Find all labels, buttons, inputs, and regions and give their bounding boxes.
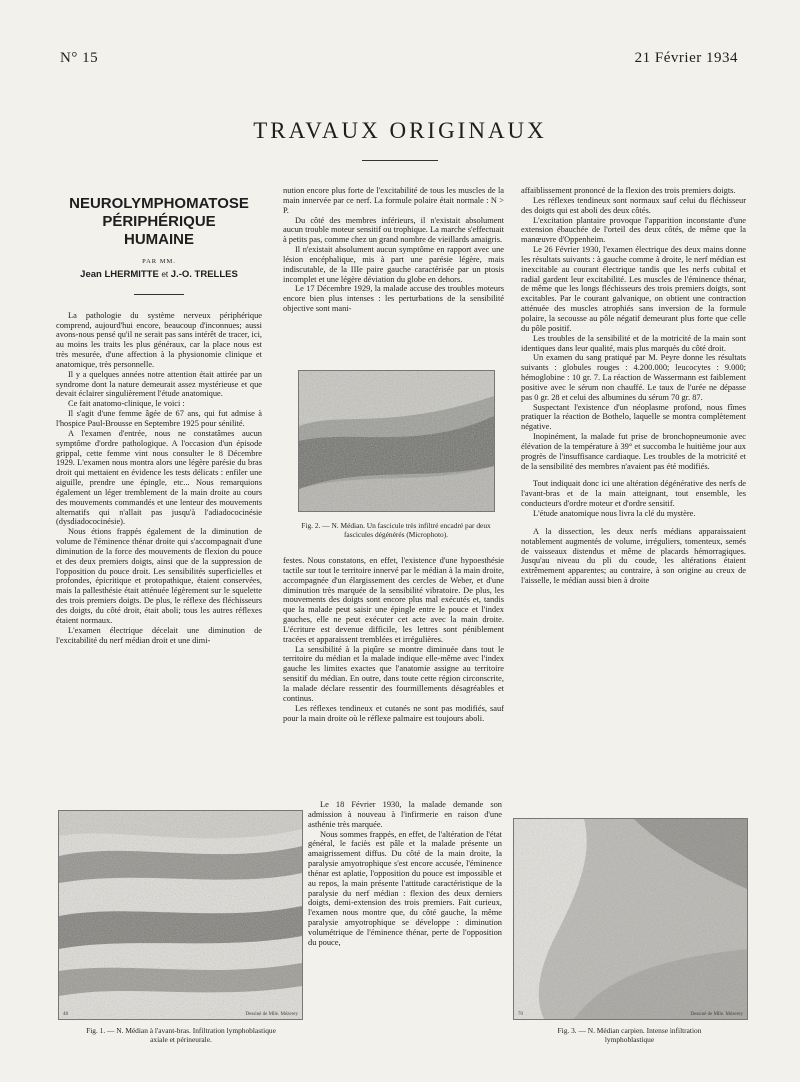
article-title-line: HUMAINE [124, 231, 194, 248]
figure-2-photo [298, 370, 495, 512]
paragraph: L'excitation plantaire provoque l'apparition inconstante d'une extension ébauchée de l'orteil des deux côtés, de même que la manœuvre d'Oppenheim. [521, 215, 746, 245]
figure-1-plate-number: 48 [63, 1012, 68, 1017]
paragraph: Inopinément, la malade fut prise de bronchopneumonie avec élévation de la température à 39° et succomba le huitième jour aux progrès de l'insuffisance cardiaque. Les troubles de la motricité et de la sensibilité des membres n'avaient pas été modifiés. [521, 432, 746, 471]
issue-date: 21 Février 1934 [634, 50, 738, 66]
paragraph: La sensibilité à la piqûre se montre diminuée dans tout le territoire du médian et la malade indique elle-même avec l'index gauche les limites exactes que l'anatomie assigne au territoire sensitif du médian. En outre, dans toute cette région circonscrite, la malade déclare ressentir des fourmillements désagréables et continus. [283, 644, 504, 703]
column-2-lower [308, 800, 502, 948]
figure-1-signature: Dessiné de Mlle. Mézerey [245, 1012, 298, 1017]
paragraph: festes. Nous constatons, en effet, l'existence d'une hypoesthésie tactile sur tout le territoire innervé par le médian à la main droite, accompagnée d'un élargissement des cercles de Weber, et d'une diminution très marquée de la sensibilité vibratoire. De plus, les mouvements des doigts sont encore plus mal exécutés et, tandis que la malade peut saisir une épingle entre le pouce et l'index gauches, elle ne peut exécuter cet acte avec la main droite. L'écriture est devenue difficile, les lettres sont péniblement tracées et apparaissent tremblées et irrégulières. [283, 556, 504, 644]
paragraph: Ce fait anatomo-clinique, le voici : [68, 399, 185, 409]
column-2 [283, 186, 504, 401]
issue-number: N° 15 [60, 50, 99, 66]
figure-3-caption [513, 1026, 746, 1044]
author-separator: et [161, 269, 169, 279]
byline-rule [134, 294, 184, 295]
figure-2-micrograph [299, 371, 494, 511]
figure-1-caption-line: Fig. 1. — N. Médian à l'avant-bras. Infiltration lymphoblastique [86, 1026, 276, 1035]
paragraph: L'étude anatomique nous livra la clé du mystère. [533, 509, 696, 518]
column-1 [56, 195, 262, 645]
paragraph: Les réflexes tendineux sont normaux sauf celui du fléchisseur des doigts qui est aboli des deux côtés. [521, 195, 746, 215]
paragraph: Un examen du sang pratiqué par M. Peyre donne les résultats suivants : globules rouges : 4.200.000; leucocytes : 9.000; hémoglobine : 10 gr. 7. La réaction de Wassermann est faiblement positive avec le sérum non chauffé. Le taux de l'urée ne dépasse pas 0 gr. 28 et celui des albumines du sérum 70 gr. 87. [521, 353, 746, 402]
column-3 [521, 186, 746, 586]
paragraph: Le 26 Février 1930, l'examen électrique des deux mains donne les résultats suivants : à gauche comme à droite, le nerf médian est inexcitable au courant électrique tandis que les nerfs cubital et radial gardent leur excitabilité. Les muscles de l'éminence thénar, de même que les longs fléchisseurs des trois premiers doigts, sont excitables. Par le courant galvanique, on obtient une contraction atténuée des muscles atrophiés sans inversion de la formule polaire, la secousse au pôle négatif demeurant plus forte que celle du pôle positif. [521, 245, 746, 333]
paragraph: A la dissection, les deux nerfs médians apparaissaient notablement augmentés de volume, irréguliers, tomenteux, semés de vaisseaux distendus et même de placards hémorragiques. Jusqu'au niveau du pli du coude, les altérations étaient extrêmement apparentes; au contraire, à son origine au creux de l'aisselle, le médian aussi bien à droite [521, 526, 746, 586]
paragraph: Les réflexes tendineux et cutanés ne sont pas modifiés, sauf pour la main droite où le réflexe palmaire est toujours aboli. [283, 703, 504, 723]
author-1: Jean LHERMITTE [80, 268, 159, 280]
paragraph: affaiblissement prononcé de la flexion des trois premiers doigts. [521, 186, 736, 195]
paragraph: L'examen électrique décelait une diminution de l'excitabilité du nerf médian droit et une dimi- [56, 625, 262, 645]
figure-1-plate [58, 810, 303, 1020]
article-title-line: NEUROLYMPHOMATOSE [69, 195, 249, 212]
paragraph: Le 17 Décembre 1929, la malade accuse des troubles moteurs encore bien plus intenses : les perturbations de la sensibilité objective sont mani- [283, 284, 504, 314]
paragraph: Les troubles de la sensibilité et de la motricité de la main sont identiques dans leur qualité, mais plus marqués du côté droit. [521, 333, 746, 353]
article-title-line: PÉRIPHÉRIQUE [102, 213, 216, 230]
figure-2-caption: Fig. 2. — N. Médian. Un fascicule très infiltré encadré par deux fascicules dégénérés (Microphoto). [301, 521, 491, 539]
paragraph: Il n'existait absolument aucun symptôme en rapport avec une lésion encéphalique, mis à part une parésie légère, mais indiscutable, de la IIIe paire gauche caractérisée par un ptosis incomplet et une légère déviation du globe en dehors. [283, 245, 504, 284]
paragraph: Suspectant l'existence d'un néoplasme profond, nous fîmes pratiquer la réaction de Bothelo, laquelle se montra complètement négative. [521, 402, 746, 432]
paragraph: A l'examen d'entrée, nous ne constatâmes aucun symptôme d'ordre pathologique. A l'occasion d'un épisode grippal, cette femme vint nous consulter le 8 Décembre 1929. L'examen nous montra alors une légère parésie du bras droit qui mettaient en évidence les tests délicats : enfiler une aiguille, prendre une épingle, etc... Nous remarquions également un léger tremblement de la main droite au cours des mouvements commandés et une lenteur des mouvements alternatifs qui n'allait pas jusqu'à l'adiadococinésie (dysdiadococinésie). [56, 428, 262, 527]
paragraph: Nous sommes frappés, en effet, de l'altération de l'état général, le faciès est pâle et la malade présente un amaigrissement diffus. Du côté de la main droite, la paralysie amyotrophique s'est encore accusée, l'éminence thénar est aplatie, l'opposition du pouce est impossible et au repos, la main présente l'attitude caractéristique de la paralysie du nerf médian : flexion des deux derniers doigts, demi-extension des trois premiers. Fait curieux, l'examen nous montre que, du côté gauche, la même paralysie amyotrophique se développe : diminution volumétrique de l'éminence thénar, perte de l'opposition du pouce, [308, 829, 502, 947]
author-2: J.-O. TRELLES [170, 268, 238, 280]
paragraph: Il y a quelques années notre attention était attirée par un syndrome dont la nature demeurait assez mystérieuse et que devait éclairer singulièrement l'étude anatomique. [56, 369, 262, 399]
figure-1-caption [56, 1026, 306, 1044]
article-title [56, 195, 262, 249]
byline-par: PAR MM. [142, 258, 176, 265]
paragraph: Du côté des membres inférieurs, il n'existait absolument aucun trouble moteur sensitif ou trophique. La marche s'effectuait à petits pas, comme chez un grand nombre de vieillards amaigris. [283, 215, 504, 245]
figure-1-drawing [59, 811, 302, 1019]
figure-3-signature: Dessiné de Mlle. Mézerey [690, 1012, 743, 1017]
figure-3-plate [513, 818, 748, 1020]
figure-3-caption-line: lymphoblastique [604, 1035, 655, 1044]
figure-3-plate-number: 70 [518, 1012, 523, 1017]
paragraph: Tout indiquait donc ici une altération dégénérative des nerfs de l'avant-bras et de la main atteignant, tout ensemble, les conducteurs d'ordre moteur et d'ordre sensitif. [521, 479, 746, 509]
figure-1-caption-line: axiale et périneurale. [150, 1035, 212, 1044]
figure-3-drawing [514, 819, 747, 1019]
column-2-continued [283, 556, 504, 723]
authors [56, 270, 262, 280]
paragraph: Le 18 Février 1930, la malade demande son admission à nouveau à l'infirmerie en raison d'une asthénie très marquée. [308, 800, 502, 829]
paragraph: Nous étions frappés également de la diminution de volume de l'éminence thénar droite qui s'accompagnait d'une diminution de la force des mouvements de flexion du pouce et des deux premiers doigts, ainsi que de la suppression de l'opposition du pouce droit. Les sensibilités superficielles et profondes, épicritique et protopathique, étaient conservées, mais la pallesthésie était atténuée légèrement sur le squelette des trois premiers doigts. De plus, le réflexe des fléchisseurs des doigts, du côté droit, était aboli; tous les autres réflexes étaient normaux. [56, 527, 262, 625]
section-title: TRAVAUX ORIGINAUX [253, 118, 547, 143]
paragraph: La pathologie du système nerveux périphérique comprend, aujourd'hui encore, beaucoup d'inconnues; aussi avons-nous pensé qu'il ne serait pas sans intérêt de tracer, ici, au moins les traits les plus généraux, car la place nous est très mesurée, d'une affection à la physionomie clinique et anatomique, très personnelle. [56, 310, 262, 369]
paragraph: Il s'agit d'une femme âgée de 67 ans, qui fut admise à l'hospice Paul-Brousse en Septembre 1925 pour sénilité. [56, 409, 262, 428]
paragraph: nution encore plus forte de l'excitabilité de tous les muscles de la main innervée par ce nerf. La formule polaire était normale : N > P. [283, 186, 504, 215]
title-divider [362, 160, 438, 161]
figure-3-caption-line: Fig. 3. — N. Médian carpien. Intense infiltration [557, 1026, 702, 1035]
